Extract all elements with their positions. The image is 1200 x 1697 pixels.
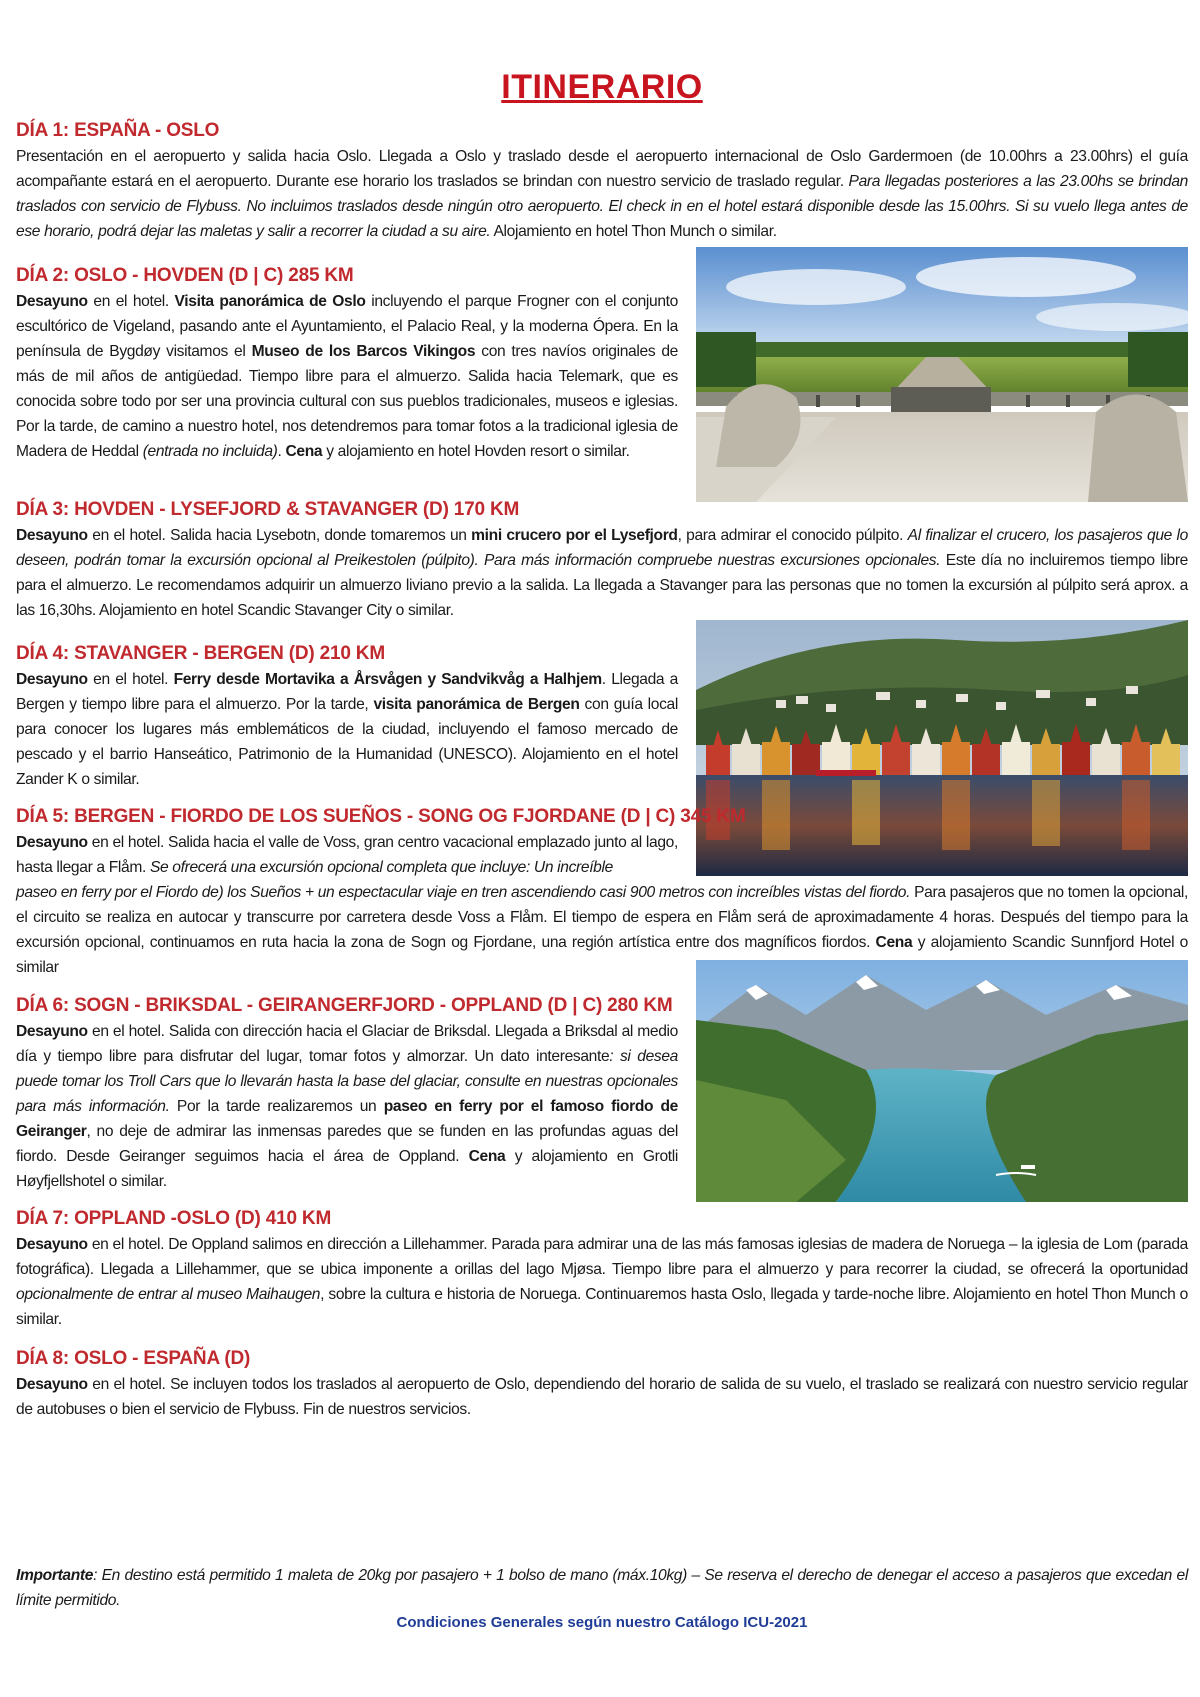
text-segment: paseo en ferry por el Fiordo de) los Sueños + un espectacular viaje en tren ascendiendo casi 900 metros con increíbles vistas del fiordo. (16, 884, 911, 901)
text-segment: Visita panorámica de Oslo (174, 293, 366, 310)
day-4-section (16, 641, 678, 792)
text-segment: visita panorámica de Bergen (373, 696, 580, 713)
day-1-heading: DÍA 1: ESPAÑA - OSLO (16, 120, 220, 141)
text-segment: Por la tarde realizaremos un (169, 1098, 384, 1115)
text-segment: (entrada no incluida) (142, 443, 278, 460)
text-segment: Cena (875, 934, 913, 951)
day-7-section (16, 1206, 1188, 1332)
text-segment: y alojamiento Scandic Sunnfjord Hotel o similar (16, 934, 1188, 976)
geirangerfjord-photo (696, 960, 1188, 1202)
text-segment: Desayuno (16, 1236, 88, 1253)
text-segment: mini crucero por el Lysefjord (471, 527, 678, 544)
text-segment: . Llegada a Bergen y tiempo libre para el almuerzo. Por la tarde, (16, 671, 678, 713)
important-text: : En destino está permitido 1 maleta de 20kg por pasajero + 1 bolso de mano (máx.10kg) – Se reserva el derecho de denegar el acceso a pasajeros que excedan el límite permitido. (16, 1567, 1188, 1609)
day-1-text (16, 144, 1188, 244)
day-2-section (16, 263, 678, 464)
text-segment: opcionalmente de entrar al museo Maihaugen (16, 1286, 321, 1303)
text-segment: en el hotel. De Oppland salimos en dirección a Lillehammer. Parada para admirar una de las más famosas iglesias de madera de Noruega – la iglesia de Lom (parada fotográfica). Llegada a Lillehammer, que se ubica imponente a orillas del lago Mjøsa. Tiempo libre para el almuerzo y para recorrer la ciudad, se ofrecerá la oportunidad (16, 1236, 1188, 1278)
day-5-text-narrow (16, 830, 678, 880)
important-label: Importante (16, 1567, 94, 1584)
text-segment: Para pasajeros que no tomen la opcional, el circuito se realiza en autocar y transcurre por carretera desde Voss a Flåm. El tiempo de espera en Flåm será de aproximadamente 4 horas. Después del tiempo para la excursión opcional, continuamos en ruta hacia la zona de Sogn og Fjordane, una región artística entre dos magníficos fiordos. (16, 884, 1188, 951)
day-3-heading: DÍA 3: HOVDEN - LYSEFJORD & STAVANGER (D) 170 KM (16, 499, 520, 520)
vigeland-park-photo (696, 247, 1188, 502)
text-segment: , sobre la cultura e historia de Noruega. Continuaremos hasta Oslo, llegada y tarde-noche libre. Alojamiento en hotel Thon Munch o similar. (16, 1286, 1189, 1328)
text-segment: y alojamiento en hotel Hovden resort o similar. (322, 443, 630, 460)
day-4-text (16, 667, 678, 792)
text-segment: Cena (285, 443, 323, 460)
text-segment: Al finalizar el crucero, los pasajeros que lo deseen, podrán tomar la excursión opcional al Preikestolen (púlpito). Para más información compruebe nuestras excursiones opcionales. (16, 527, 1188, 569)
page-title: ITINERARIO (501, 68, 703, 106)
text-segment: en el hotel. (87, 671, 174, 688)
text-segment: Alojamiento en hotel Thon Munch o similar. (490, 223, 777, 240)
day-2-text (16, 289, 678, 464)
text-segment: y alojamiento en Grotli Høyfjellshotel o similar. (16, 1148, 678, 1190)
text-segment: Museo de los Barcos Vikingos (251, 343, 476, 360)
text-segment: Este día no incluiremos tiempo libre para el almuerzo. Le recomendamos adquirir un almuerzo liviano previo a la salida. La llegada a Stavanger para las personas que no tomen la excursión al púlpito será aprox. a las 16,30hs. Alojamiento en hotel Scandic Stavanger City o similar. (16, 552, 1188, 619)
text-segment: Para llegadas posteriores a las 23.00hs se brindan traslados con servicio de Flybuss. No incluimos traslados desde ningún otro aeropuerto. El check in en el hotel estará disponible desde las 15.00hrs. Si su vuelo llega antes de ese horario, podrá dejar las maletas y salir a recorrer la ciudad a su aire. (16, 173, 1188, 240)
day-6-heading: DÍA 6: SOGN - BRIKSDAL - GEIRANGERFJORD - OPPLAND (D | C) 280 KM (16, 995, 673, 1016)
day-3-section (16, 497, 1188, 623)
day-8-heading: DÍA 8: OSLO - ESPAÑA (D) (16, 1348, 251, 1369)
text-segment: Ferry desde Mortavika a Årsvågen y Sandvikvåg a Halhjem (173, 671, 602, 688)
text-segment: Cena (468, 1148, 506, 1165)
text-segment: en el hotel. Se incluyen todos los traslados al aeropuerto de Oslo, dependiendo del horario de salida de su vuelo, el traslado se realizará con nuestro servicio regular de autobuses o bien el servicio de Flybuss. Fin de nuestros servicios. (16, 1376, 1188, 1418)
day-5-heading: DÍA 5: BERGEN - FIORDO DE LOS SUEÑOS - SONG OG FJORDANE (D | C) 345 KM (16, 806, 746, 827)
day-8-section (16, 1346, 1188, 1422)
text-segment: Desayuno (16, 527, 88, 544)
text-segment: paseo en ferry por el famoso fiordo de Geiranger (16, 1098, 679, 1140)
text-segment: con guía local para conocer los lugares más emblemáticos de la ciudad, incluyendo el famoso mercado de pescado y el barrio Hanseático, Patrimonio de la Humanidad (UNESCO). Alojamiento en el hotel Zander K o similar. (16, 696, 678, 788)
footer-conditions: Condiciones Generales según nuestro Catálogo ICU-2021 (396, 1614, 808, 1631)
important-note (16, 1563, 1188, 1613)
text-segment: incluyendo el parque Frogner con el conjunto escultórico de Vigeland, pasando ante el Ayuntamiento, el Palacio Real, y la moderna Ópera. En la península de Bygdøy visitamos el (16, 293, 678, 360)
text-segment: Desayuno (16, 293, 88, 310)
text-segment: Desayuno (16, 1376, 88, 1393)
text-segment: Presentación en el aeropuerto y salida hacia Oslo. Llegada a Oslo y traslado desde el aeropuerto internacional de Oslo Gardermoen (de 10.00hrs a 23.00hrs) el guía acompañante estará en el aeropuerto. Durante ese horario los traslados se brindan con nuestro servicio de traslado regular. (16, 148, 1188, 190)
text-segment: con tres navíos originales de más de mil años de antigüedad. Tiempo libre para el almuerzo. Salida hacia Telemark, que es conocida sobre todo por ser una provincia cultural con sus pueblos tradicionales, museos e iglesias. Por la tarde, de camino a nuestro hotel, nos detendremos para tomar fotos a la tradicional iglesia de Madera de Heddal (16, 343, 678, 460)
text-segment: , para admirar el conocido púlpito. (677, 527, 908, 544)
day-8-text (16, 1372, 1188, 1422)
text-segment: en el hotel. (87, 293, 175, 310)
day-6-text (16, 1019, 678, 1194)
day-2-heading: DÍA 2: OSLO - HOVDEN (D | C) 285 KM (16, 265, 354, 286)
day-5-section (16, 804, 1188, 980)
text-segment: Desayuno (16, 671, 88, 688)
text-segment: . (277, 443, 286, 460)
text-segment: Se ofrecerá una excursión opcional completa que incluye: Un increíble (149, 859, 613, 876)
text-segment: en el hotel. Salida hacia el valle de Voss, gran centro vacacional emplazado junto al lago, hasta llegar a Flåm. (16, 834, 678, 876)
text-segment: : si desea puede tomar los Troll Cars que lo llevarán hasta la base del glaciar, consulte en nuestras opcionales para más información. (16, 1048, 678, 1115)
text-segment: Desayuno (16, 834, 88, 851)
text-segment: Desayuno (16, 1023, 88, 1040)
text-segment: en el hotel. Salida con dirección hacia el Glaciar de Briksdal. Llegada a Briksdal al medio día y tiempo libre para disfrutar del lugar, tomar fotos y almorzar. Un dato interesante (16, 1023, 678, 1065)
day-3-text (16, 523, 1188, 623)
day-7-text (16, 1232, 1188, 1332)
day-4-heading: DÍA 4: STAVANGER - BERGEN (D) 210 KM (16, 643, 385, 664)
text-segment: en el hotel. Salida hacia Lysebotn, donde tomaremos un (87, 527, 472, 544)
text-segment: , no deje de admirar las inmensas paredes que se funden en las profundas aguas del fiordo. Desde Geiranger seguimos hacia el área de Oppland. (16, 1123, 678, 1165)
day-6-section (16, 993, 678, 1194)
day-7-heading: DÍA 7: OPPLAND -OSLO (D) 410 KM (16, 1208, 332, 1229)
day-1-section (16, 118, 1188, 244)
